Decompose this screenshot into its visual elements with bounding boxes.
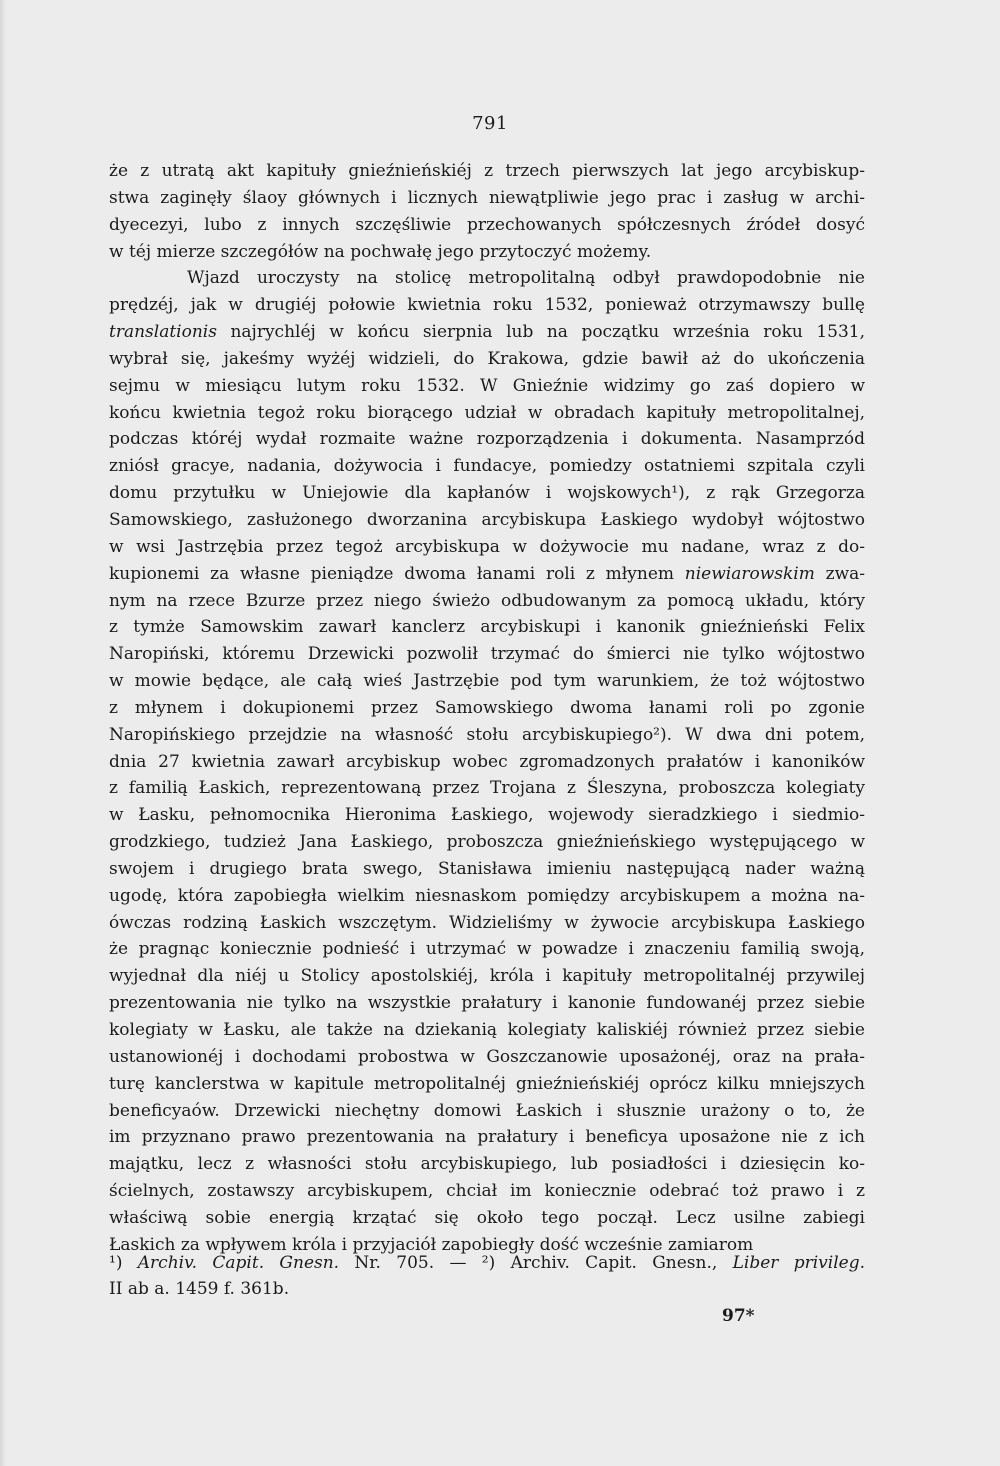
text-line: dnia 27 kwietnia zawarł arcybiskup wobec zgromadzonych prałatów i kanoników (109, 751, 865, 772)
text-line: majątku, lecz z własności stołu arcybiskupiego, lub posiadłości i dziesięcin ko- (109, 1154, 865, 1175)
text-line: że pragnąc koniecznie podnieść i utrzymać w powadze i znaczeniu familią swoją, (109, 939, 865, 960)
text-line: podczas któréj wydał rozmaite ważne rozporządzenia i dokumenta. Nasamprzód (109, 429, 865, 450)
footnote-marker: ¹) (109, 1253, 123, 1273)
text-line: że z utratą akt kapituły gnieźnieńskiéj z trzech pierwszych lat jego arcybiskup- (109, 161, 865, 181)
text-line: zniósł gracye, nadania, dożywocia i fundacye, pomiedzy ostatniemi szpitala czyli (109, 456, 865, 477)
text-span: kupionemi za własne pieniądze dwoma łanami roli z młynem (109, 563, 675, 584)
signature-mark: 97* (722, 1306, 755, 1326)
page-number: 791 (472, 113, 508, 134)
text-span: najrychléj w końcu sierpnia lub na początku września roku 1531, (230, 322, 865, 343)
text-line: ścielnych, zostawszy arcybiskupem, chciał im koniecznie odebrać toż prawo i z (109, 1181, 865, 1202)
text-line: Samowskiego, zasłużonego dworzanina arcybiskupa Łaskiego wydobył wójtostwo (109, 509, 865, 530)
text-span: zwa- (825, 563, 865, 584)
text-line: wybrał się, jakeśmy wyżéj widzieli, do Krakowa, gdzie bawił aż do ukończenia (109, 348, 865, 369)
text-line (109, 561, 865, 588)
text-line: ustanowionéj i dochodami probostwa w Goszczanowie uposażonéj, oraz na prała- (109, 1046, 865, 1067)
text-line: wyjednał dla niéj u Stolicy apostolskiéj, króla i kapituły metropolitalnéj przywilej (109, 966, 865, 987)
footnote-line: II ab a. 1459 f. 361b. (109, 1279, 290, 1299)
text-line: prezentowania nie tylko na wszystkie prałatury i kanonie fundowanéj przez siebie (109, 993, 865, 1014)
text-line: beneficyaów. Drzewicki niechętny domowi Łaskich i słusznie urażony o to, że (109, 1100, 865, 1121)
text-line: z tymże Samowskim zawarł kanclerz arcybiskupi i kanonik gnieźnieński Felix (109, 617, 865, 638)
text-line: domu przytułku w Uniejowie dla kapłanów i wojskowych¹), z rąk Grzegorza (109, 483, 865, 504)
footnote-source: Archiv. Capit. Gnesn., (510, 1253, 718, 1273)
text-line: nym na rzece Bzurze przez niego świeżo odbudowanym za pomocą układu, który (109, 590, 865, 611)
paragraph-start-line: Wjazd uroczysty na stolicę metropolitalną odbył prawdopodobnie nie (187, 268, 865, 289)
text-line: ówczas rodziną Łaskich wszczętym. Widzieliśmy w żywocie arcybiskupa Łaskiego (109, 912, 865, 933)
text-line: Naropiński, któremu Drzewicki pozwolił trzymać do śmierci nie tylko wójtostwo (109, 644, 865, 665)
text-line: dyecezyi, lubo z innych szczęśliwie przechowanych spółczesnych źródeł dosyć (109, 214, 865, 235)
text-line: końcu kwietnia tegoż roku biorącego udział w obradach kapituły metropolitalnej, (109, 402, 865, 423)
text-line: prędzéj, jak w drugiéj połowie kwietnia roku 1532, ponieważ otrzymawszy bullę (109, 295, 865, 316)
text-line: stwa zaginęły ślaoy głównych i licznych niewątpliwie jego prac i zasług w archi- (109, 187, 865, 208)
text-line: im przyznano prawo prezentowania na prałatury i beneficya uposażone nie z ich (109, 1127, 865, 1148)
footnote-source: Archiv. Capit. Gnesn. (137, 1253, 340, 1273)
text-line: swojem i drugiego brata swego, Stanisława imieniu następującą nader ważną (109, 858, 865, 879)
text-line: w téj mierze szczegółów na pochwałę jego przytoczyć możemy. (109, 241, 652, 262)
text-line: grodzkiego, tudzież Jana Łaskiego, proboszcza gnieźnieńskiego występującego w (109, 832, 865, 853)
text-line: z młynem i dokupionemi przez Samowskiego dwoma łanami roli po zgonie (109, 697, 865, 718)
text-line: sejmu w miesiącu lutym roku 1532. W Gnieźnie widzimy go zaś dopiero w (109, 375, 865, 396)
text-line: ugodę, która zapobiegła wielkim niesnaskom pomiędzy arcybiskupem a można na- (109, 885, 865, 906)
text-line (109, 319, 865, 346)
text-line: w Łasku, pełnomocnika Hieronima Łaskiego, wojewody sieradzkiego i siedmio- (109, 805, 865, 826)
text-line: Naropińskiego przejdzie na własność stołu arcybiskupiego²). W dwa dni potem, (109, 724, 865, 745)
text-line: w wsi Jastrzębia przez tegoż arcybiskupa w dożywocie mu nadane, wraz z do- (109, 536, 865, 557)
text-line: Łaskich za wpływem króla i przyjaciół zapobiegły dość wcześnie zamiarom (109, 1234, 754, 1255)
text-line: turę kanclerstwa w kapitule metropolitalnéj gnieźnieńskiéj oprócz kilku mniejszych (109, 1073, 865, 1094)
footnote-marker: ²) (481, 1253, 496, 1273)
italic-term: niewiarowskim (684, 563, 815, 584)
body-text (109, 158, 865, 1259)
text-line: właściwą sobie energią krzątać się około tego począł. Lecz usilne zabiegi (109, 1207, 865, 1228)
footnote-line (109, 1250, 865, 1276)
page-edge-shadow (0, 0, 6, 1466)
footnotes (109, 1250, 865, 1302)
text-line: kolegiaty w Łasku, ale także na dziekanią kolegiaty kaliskiéj również przez siebie (109, 1020, 865, 1040)
footnote-text: Nr. 705. — (354, 1253, 467, 1273)
text-line: w mowie będące, ale całą wieś Jastrzębie pod tym warunkiem, że toż wójtostwo (109, 671, 865, 692)
footnote-title: Liber privileg. (732, 1253, 865, 1273)
italic-term: translationis (109, 322, 217, 343)
text-line: z familią Łaskich, reprezentowaną przez Trojana z Śleszyna, proboszcza kolegiaty (109, 778, 865, 799)
